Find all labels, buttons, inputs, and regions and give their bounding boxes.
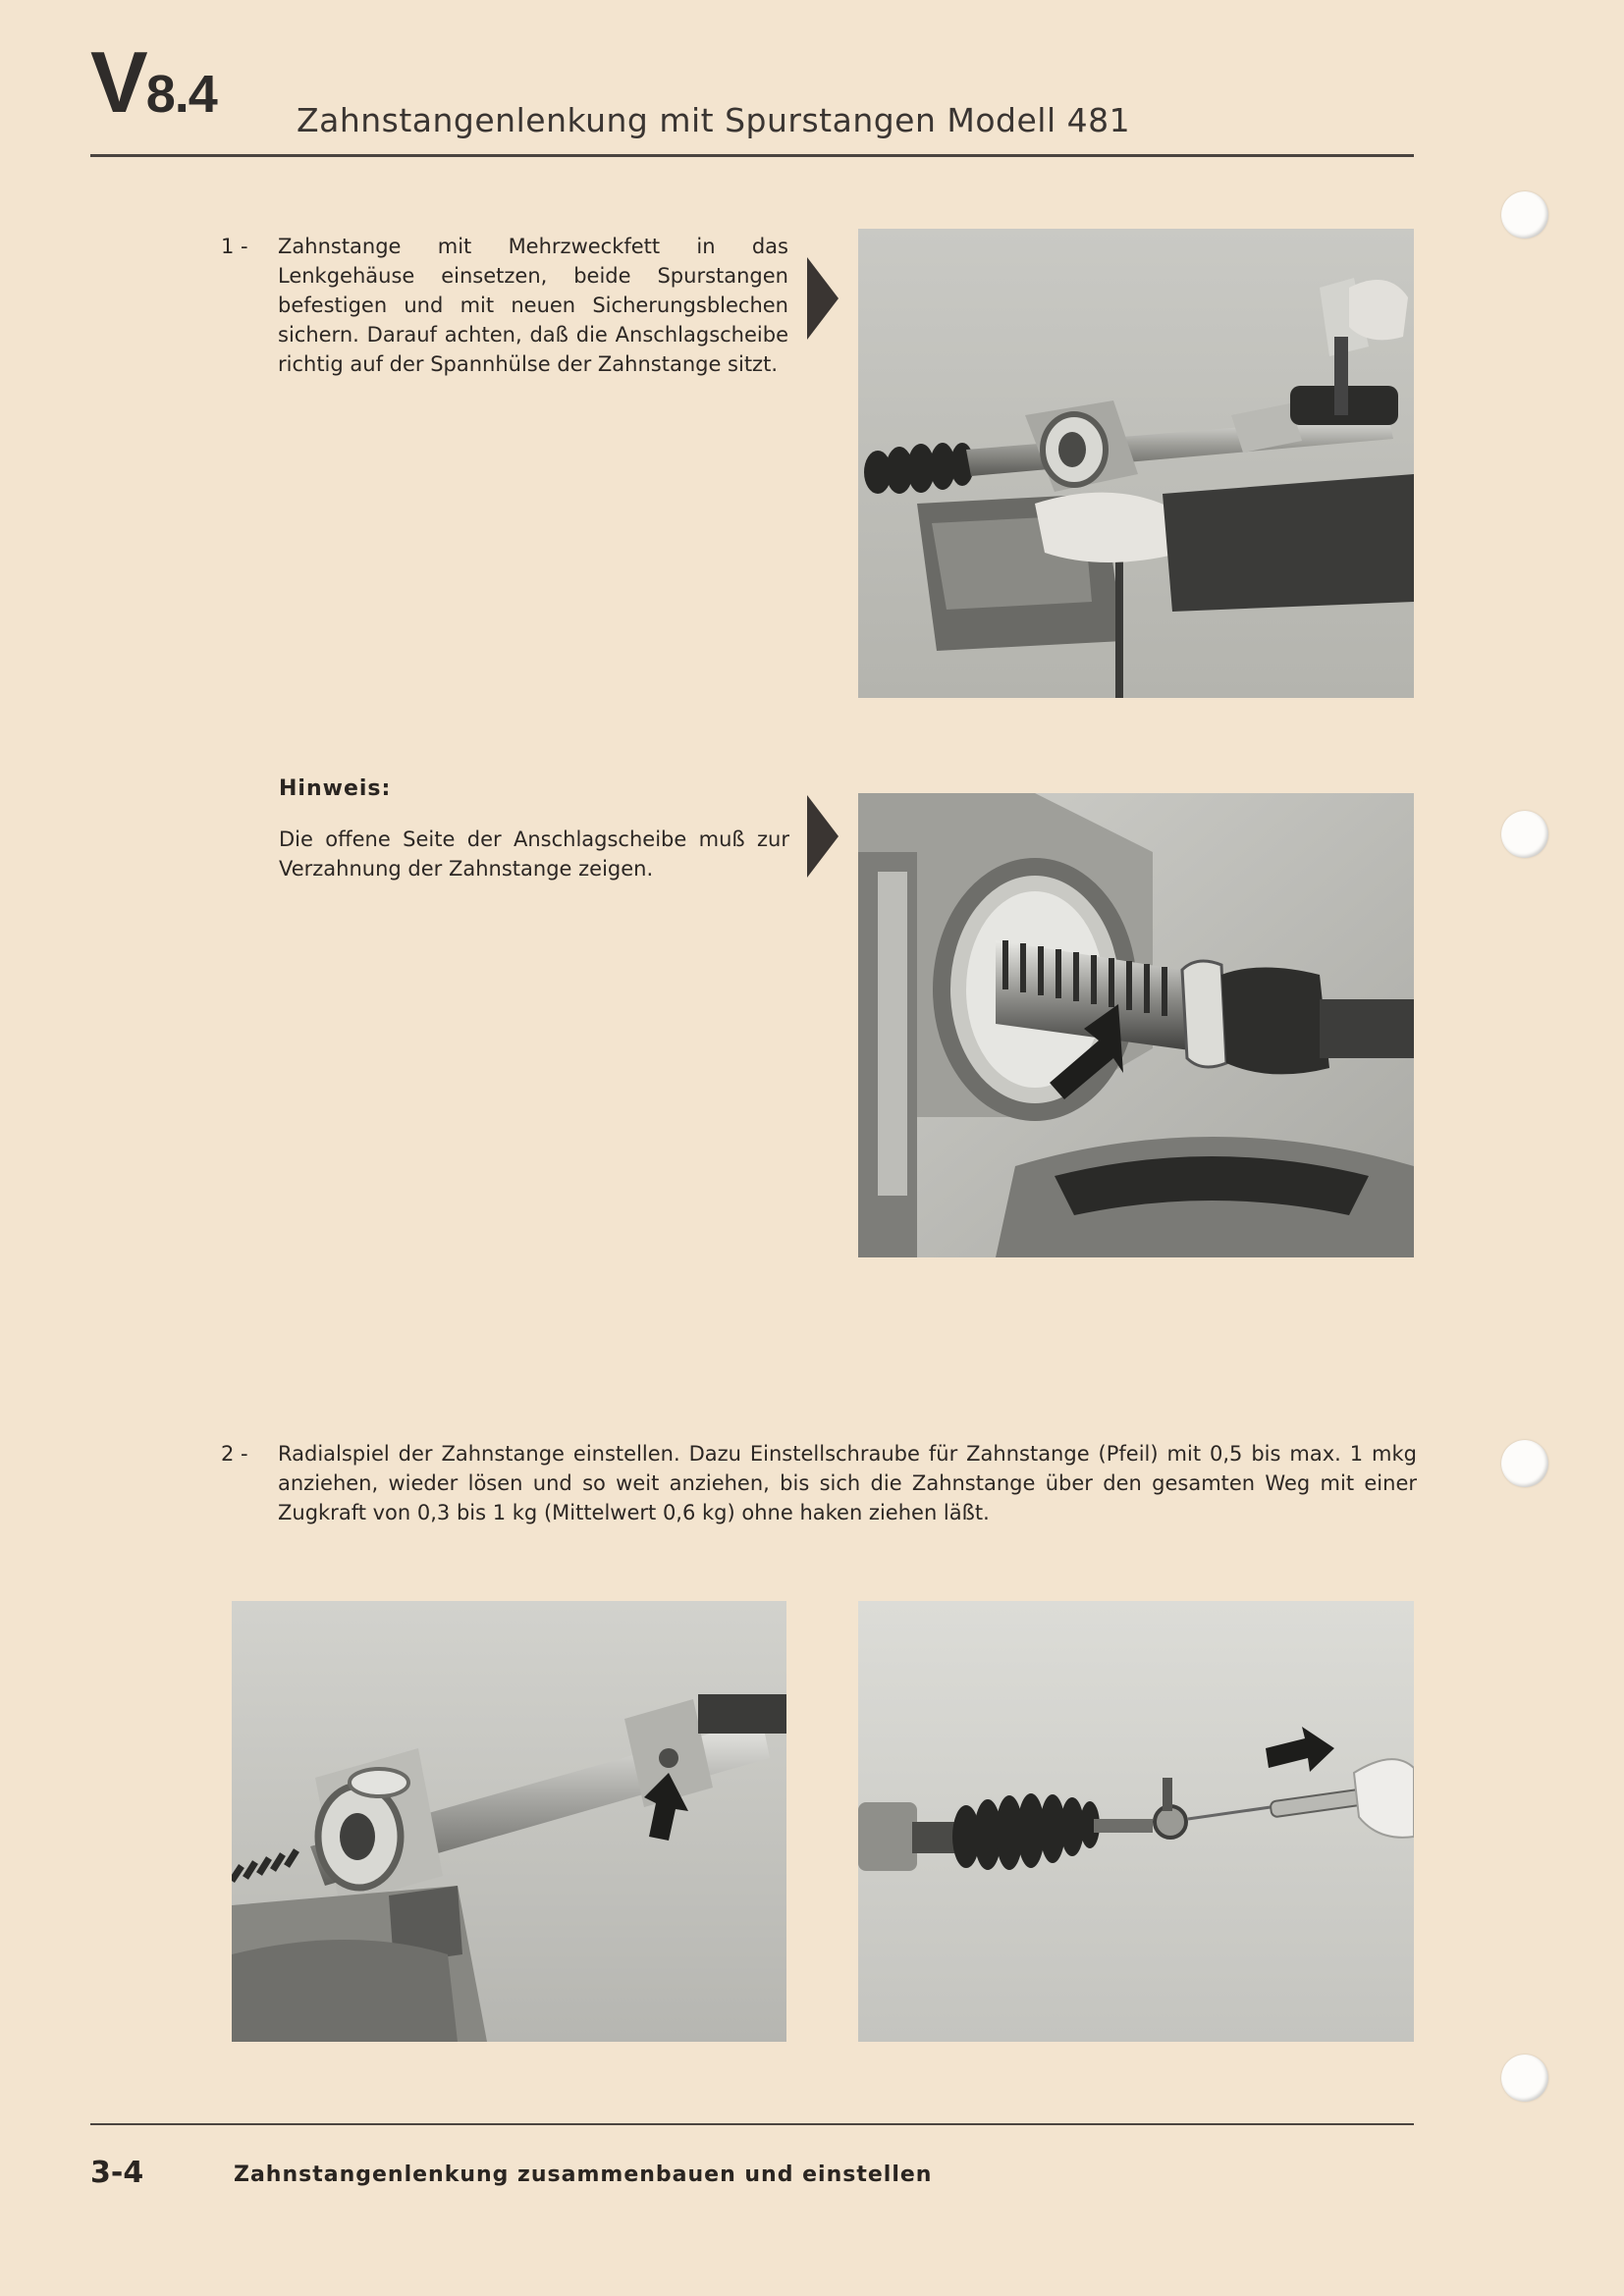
footer-title: Zahnstangenlenkung zusammenbauen und einstellen	[234, 2163, 933, 2187]
footer-rule	[90, 2123, 1414, 2125]
header-rule	[90, 154, 1414, 157]
step-1-number: 1 -	[221, 235, 248, 258]
photo-adjusting-screw	[232, 1601, 786, 2042]
step-1-text: Zahnstange mit Mehrzweckfett in das Lenkgehäuse einsetzen, beide Spurstangen befestigen und mit neuen Sicherungsblechen sichern. Darauf achten, daß die Anschlagscheibe richtig auf der Spannhülse der Zahnstange sitzt.	[278, 235, 788, 376]
photo-stop-washer-closeup	[858, 793, 1414, 1257]
pointer-arrow-icon	[807, 257, 839, 340]
page-number: 3-4	[90, 2156, 144, 2190]
photo-pull-force-test	[858, 1601, 1414, 2042]
step-2	[221, 1439, 1417, 1527]
step-2-text: Radialspiel der Zahnstange einstellen. Dazu Einstellschraube für Zahnstange (Pfeil) mit 0,5 bis max. 1 mkg anziehen, wieder lösen und so weit anziehen, bis sich die Zahnstange über den gesamten Weg mit einer Zugkraft von 0,3 bis 1 kg (Mittelwert 0,6 kg) ohne haken ziehen läßt.	[278, 1442, 1417, 1524]
section-code	[90, 33, 217, 131]
page-title: Zahnstangenlenkung mit Spurstangen Modell 481	[297, 101, 1131, 139]
step-2-number: 2 -	[221, 1442, 248, 1466]
note-text: Die offene Seite der Anschlagscheibe muß zur Verzahnung der Zahnstange zeigen.	[279, 828, 789, 881]
note-heading: Hinweis:	[279, 776, 392, 801]
photo-rack-assembly	[858, 229, 1414, 698]
punch-hole	[1501, 191, 1548, 239]
section-letter: V	[90, 33, 146, 131]
step-1	[221, 232, 788, 379]
punch-hole	[1501, 811, 1548, 858]
punch-hole	[1501, 2055, 1548, 2102]
punch-hole	[1501, 1440, 1548, 1487]
pointer-arrow-icon	[807, 795, 839, 878]
section-number: 8.4	[145, 65, 217, 124]
